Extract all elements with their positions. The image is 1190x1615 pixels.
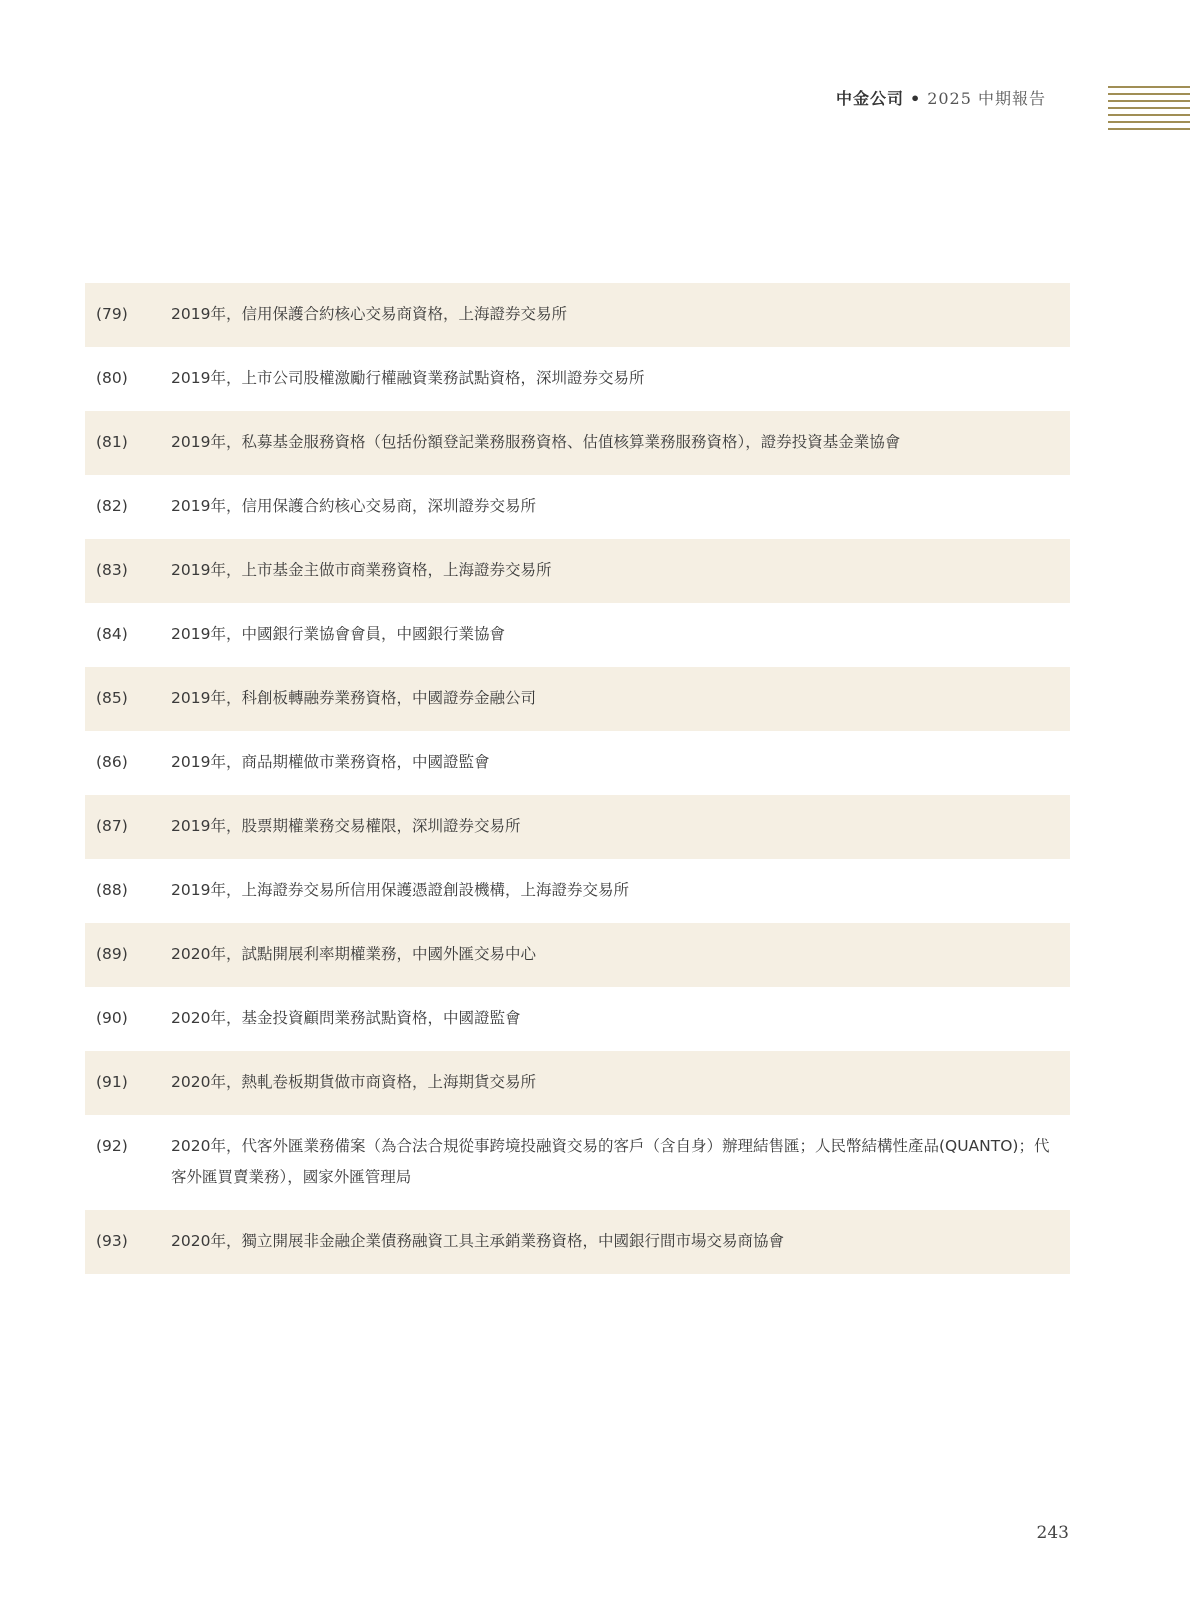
item-text: 2019年，信用保護合約核心交易商資格，上海證券交易所 — [171, 305, 567, 323]
list-item — [85, 1115, 1070, 1210]
list-item — [85, 795, 1070, 859]
item-text: 2019年，股票期權業務交易權限，深圳證券交易所 — [171, 817, 521, 835]
header-bullet: • — [909, 89, 922, 108]
list-item — [85, 411, 1070, 475]
report-title: 2025 中期報告 — [927, 89, 1046, 108]
item-number: (81) — [96, 433, 128, 451]
item-text: 2019年，信用保護合約核心交易商，深圳證券交易所 — [171, 497, 536, 515]
list-item — [85, 987, 1070, 1051]
company-name: 中金公司 — [835, 89, 904, 108]
item-text: 2019年，中國銀行業協會會員，中國銀行業協會 — [171, 625, 505, 643]
item-number: (84) — [96, 625, 128, 643]
list-item — [85, 1051, 1070, 1115]
item-number: (83) — [96, 561, 128, 579]
page-number: 243 — [1036, 1523, 1069, 1543]
item-number: (80) — [96, 369, 128, 387]
item-text: 2019年，私募基金服務資格（包括份額登記業務服務資格、估值核算業務服務資格），證券投資基金業協會 — [171, 433, 901, 451]
list-item — [85, 347, 1070, 411]
list-item — [85, 667, 1070, 731]
item-number: (82) — [96, 497, 128, 515]
list-item — [85, 603, 1070, 667]
decorative-stripes — [1108, 86, 1190, 136]
item-text: 2020年，獨立開展非金融企業債務融資工具主承銷業務資格，中國銀行間市場交易商協會 — [171, 1232, 784, 1250]
running-header — [836, 86, 1046, 109]
item-number: (79) — [96, 305, 128, 323]
list-item — [85, 923, 1070, 987]
item-text: 2020年，基金投資顧問業務試點資格，中國證監會 — [171, 1009, 521, 1027]
item-text: 2019年，上市基金主做市商業務資格，上海證券交易所 — [171, 561, 552, 579]
item-number: (91) — [96, 1073, 128, 1091]
item-number: (89) — [96, 945, 128, 963]
item-number: (86) — [96, 753, 128, 771]
item-number: (88) — [96, 881, 128, 899]
item-text: 2019年，上市公司股權激勵行權融資業務試點資格，深圳證券交易所 — [171, 369, 645, 387]
list-item — [85, 1210, 1070, 1274]
qualification-list — [85, 283, 1070, 1274]
list-item — [85, 859, 1070, 923]
item-number: (85) — [96, 689, 128, 707]
item-text: 2020年，熱軋卷板期貨做市商資格，上海期貨交易所 — [171, 1073, 536, 1091]
item-text: 2019年，上海證券交易所信用保護憑證創設機構，上海證券交易所 — [171, 881, 629, 899]
item-number: (90) — [96, 1009, 128, 1027]
item-text: 2019年，商品期權做市業務資格，中國證監會 — [171, 753, 490, 771]
item-number: (87) — [96, 817, 128, 835]
list-item — [85, 539, 1070, 603]
list-item — [85, 475, 1070, 539]
item-text: 2020年，試點開展利率期權業務，中國外匯交易中心 — [171, 945, 536, 963]
item-number: (92) — [96, 1137, 128, 1155]
item-text: 2019年，科創板轉融券業務資格，中國證券金融公司 — [171, 689, 536, 707]
list-item — [85, 283, 1070, 347]
list-item — [85, 731, 1070, 795]
item-text: 2020年，代客外匯業務備案（為合法合規從事跨境投融資交易的客戶（含自身）辦理結售匯；人民幣結構性產品(QUANTO)；代客外匯買賣業務），國家外匯管理局 — [171, 1137, 1050, 1186]
item-number: (93) — [96, 1232, 128, 1250]
